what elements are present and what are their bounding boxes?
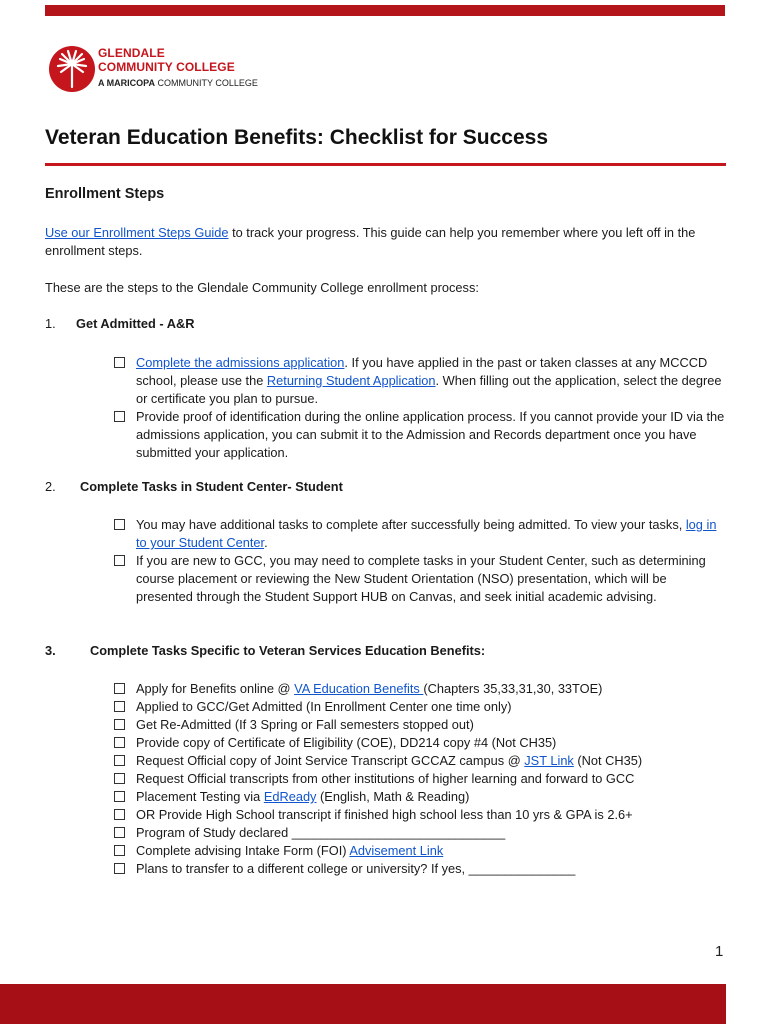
page-number: 1	[715, 943, 724, 960]
logo-line-1: GLENDALE	[98, 46, 165, 60]
logo-line-3: A MARICOPA COMMUNITY COLLEGE	[98, 78, 258, 88]
checkbox[interactable]	[114, 701, 125, 712]
enrollment-steps-guide-link[interactable]: Use our Enrollment Steps Guide	[45, 225, 229, 240]
checkbox[interactable]	[114, 555, 125, 566]
list-item: Program of Study declared ______________________________	[113, 824, 725, 842]
list-item: Plans to transfer to a different college or university? If yes, _______________	[113, 860, 725, 878]
step-1-heading: 1. Get Admitted - A&R	[45, 316, 195, 331]
advisement-link[interactable]: Advisement Link	[349, 843, 444, 858]
title-divider	[45, 163, 726, 166]
checkbox[interactable]	[114, 737, 125, 748]
list-item: OR Provide High School transcript if finished high school less than 10 yrs & GPA is 2.6+	[113, 806, 725, 824]
checkbox[interactable]	[114, 683, 125, 694]
checkbox[interactable]	[114, 809, 125, 820]
top-accent-bar	[45, 5, 725, 16]
returning-student-application-link[interactable]: Returning Student Application	[266, 373, 436, 388]
checkbox[interactable]	[114, 773, 125, 784]
checkbox[interactable]	[114, 719, 125, 730]
list-item: Complete the admissions application. If you have applied in the past or taken classes at any MCCCD school, please use the Returning Student Application. When filling out the application, select the degree or certificate you plan to pursue.	[113, 354, 725, 408]
step-3-heading: 3. Complete Tasks Specific to Veteran Services Education Benefits:	[45, 643, 486, 658]
step-3-checklist	[113, 680, 725, 878]
list-item: If you are new to GCC, you may need to complete tasks in your Student Center, such as determining course placement or reviewing the New Student Orientation (NSO) presentation, which will be presented through the Student Support HUB on Canvas, and seek initial academic advising.	[113, 552, 725, 606]
palm-tree-logo-icon	[48, 45, 96, 93]
va-education-benefits-link[interactable]: VA Education Benefits	[294, 681, 424, 696]
checkbox[interactable]	[114, 519, 125, 530]
logo-line-2: COMMUNITY COLLEGE	[98, 60, 235, 74]
section-heading: Enrollment Steps	[45, 186, 165, 202]
list-item: Provide copy of Certificate of Eligibility (COE), DD214 copy #4 (Not CH35)	[113, 734, 725, 752]
list-item: Applied to GCC/Get Admitted (In Enrollment Center one time only)	[113, 698, 725, 716]
bottom-accent-bar	[0, 984, 726, 1024]
edready-link[interactable]: EdReady	[263, 789, 317, 804]
checkbox[interactable]	[114, 827, 125, 838]
checkbox[interactable]	[114, 791, 125, 802]
checkbox[interactable]	[114, 863, 125, 874]
jst-link[interactable]: JST Link	[524, 753, 574, 768]
list-item: Provide proof of identification during the online application process. If you cannot provide your ID via the admissions application, you can submit it to the Admission and Records department once you have submitted your application.	[113, 408, 725, 462]
checkbox[interactable]	[114, 845, 125, 856]
steps-intro: These are the steps to the Glendale Community College enrollment process:	[45, 280, 479, 295]
admissions-application-link[interactable]: Complete the admissions application	[136, 355, 345, 370]
page-title: Veteran Education Benefits: Checklist for Success	[45, 126, 548, 149]
checkbox[interactable]	[114, 755, 125, 766]
list-item: Request Official copy of Joint Service Transcript GCCAZ campus @ JST Link (Not CH35)	[113, 752, 725, 770]
checkbox[interactable]	[114, 357, 125, 368]
list-item: Request Official transcripts from other institutions of higher learning and forward to GCC	[113, 770, 725, 788]
step-2-heading: 2. Complete Tasks in Student Center- Student	[45, 479, 343, 494]
checkbox[interactable]	[114, 411, 125, 422]
list-item: Placement Testing via EdReady (English, Math & Reading)	[113, 788, 725, 806]
list-item: Get Re-Admitted (If 3 Spring or Fall semesters stopped out)	[113, 716, 725, 734]
intro-paragraph: Use our Enrollment Steps Guide to track your progress. This guide can help you remember where you left off in the enrollment steps.	[45, 225, 696, 258]
step-1-checklist	[113, 354, 725, 462]
list-item: Complete advising Intake Form (FOI) Advisement Link	[113, 842, 725, 860]
list-item: You may have additional tasks to complete after successfully being admitted. To view your tasks, log in to your Student Center.	[113, 516, 725, 552]
list-item: Apply for Benefits online @ VA Education Benefits (Chapters 35,33,31,30, 33TOE)	[113, 680, 725, 698]
step-2-checklist	[113, 516, 725, 606]
student-center-login-link[interactable]: log in to your Student Center	[136, 517, 717, 550]
